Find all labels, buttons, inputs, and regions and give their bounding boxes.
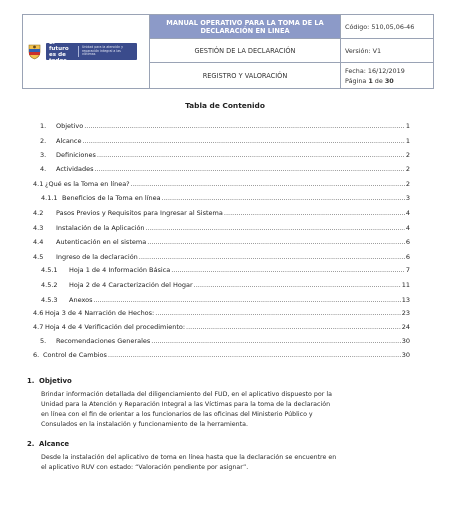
toc-entry-number: 3. [40, 151, 47, 159]
page-of: de [372, 76, 385, 85]
toc-entry-page: 23 [401, 309, 410, 317]
section-paragraph [41, 453, 408, 473]
toc-entry-title: Definiciones [56, 151, 96, 159]
toc-entry[interactable] [40, 122, 410, 131]
toc-entry-page: 6 [405, 253, 410, 261]
toc-leader-dots [83, 137, 405, 146]
subprocess-name: REGISTRO Y VALORACIÓN [150, 63, 341, 89]
toc-leader-dots [162, 194, 405, 203]
toc-entry-number: 4.5 [33, 253, 44, 261]
toc-entry-page: 2 [405, 165, 410, 173]
toc-entry-title: Objetivo [56, 122, 84, 130]
toc-entry-number: 4. [40, 165, 47, 173]
toc-leader-dots [139, 253, 405, 262]
toc-entry[interactable] [41, 281, 410, 290]
toc-entry-page: 30 [401, 351, 410, 359]
toc-entry-page: 4 [405, 209, 410, 217]
document-header [22, 14, 434, 89]
document-title: MANUAL OPERATIVO PARA LA TOMA DE LA DECLARACIÓN EN LINEA [150, 15, 341, 39]
section-title: Objetivo [39, 377, 72, 385]
toc-leader-dots [97, 151, 405, 160]
process-name: GESTIÓN DE LA DECLARACIÓN [150, 39, 341, 63]
toc-entry-page: 11 [401, 281, 410, 289]
toc-entry-number: 6. [33, 351, 40, 359]
toc-title: Tabla de Contenido [185, 101, 265, 110]
section-title: Alcance [39, 440, 70, 448]
toc-entry[interactable] [33, 253, 410, 262]
page-prefix: Página [345, 76, 369, 85]
toc-entry-number: 4.7 [33, 323, 44, 331]
page-current: 1 [368, 76, 373, 85]
toc-entry-title: Control de Cambios [43, 351, 107, 359]
institution-logo [23, 15, 149, 88]
coat-of-arms-icon [27, 43, 42, 60]
logo-slogan: El futuro es de todos [49, 39, 69, 64]
document-code: Código: 510,05,06-46 [341, 15, 434, 39]
toc-leader-dots [131, 180, 405, 189]
paragraph-line: Desde la instalación del aplicativo de toma en línea hasta que la declaración se encuentre en [41, 454, 337, 461]
toc-entry-number: 4.1.1 [41, 194, 58, 202]
toc-entry[interactable] [40, 137, 410, 146]
paragraph-line: el aplicativo RUV con estado: “Valoración pendiente por asignar”. [41, 463, 249, 471]
toc-entry-page: 2 [405, 180, 410, 188]
toc-entry[interactable] [40, 165, 410, 174]
toc-entry-title: Beneficios de la Toma en línea [62, 194, 161, 202]
page-indicator [345, 76, 433, 86]
toc-entry-title: Anexos [69, 296, 93, 304]
toc-entry-number: 2. [40, 137, 47, 145]
logo-divider [78, 46, 79, 57]
toc-entry[interactable] [41, 266, 410, 275]
toc-leader-dots [95, 165, 405, 174]
toc-leader-dots [186, 323, 401, 332]
toc-leader-dots [84, 122, 405, 131]
toc-entry-title: Hoja 3 de 4 Narración de Hechos: [45, 309, 155, 317]
toc-entry-title: ¿Qué es la Toma en línea? [45, 180, 130, 188]
toc-entry-title: Actividades [56, 165, 94, 173]
toc-entry-page: 13 [401, 296, 410, 304]
toc-leader-dots [171, 266, 405, 275]
toc-entry-page: 4 [405, 224, 410, 232]
toc-entry-page: 6 [405, 238, 410, 246]
toc-entry-number: 4.5.1 [41, 266, 58, 274]
toc-entry-page: 1 [405, 137, 410, 145]
toc-entry-number: 4.5.2 [41, 281, 58, 289]
toc-entry-title: Hoja 1 de 4 Información Básica [69, 266, 171, 274]
toc-leader-dots [151, 337, 400, 346]
toc-entry-number: 4.1 [33, 180, 44, 188]
logo-band [46, 39, 137, 64]
toc-entry[interactable] [33, 209, 410, 218]
date-page-cell [341, 63, 434, 89]
toc-leader-dots [147, 238, 405, 247]
toc-leader-dots [155, 309, 400, 318]
section-number: 2. [27, 440, 35, 448]
toc-entry-number: 4.2 [33, 209, 44, 217]
toc-entry-number: 4.4 [33, 238, 44, 246]
document-date: Fecha: 16/12/2019 [345, 66, 405, 75]
toc-leader-dots [146, 224, 405, 233]
toc-entry[interactable] [33, 351, 410, 360]
logo-entity-name: Unidad para la atención y reparación integral a las víctimas [82, 44, 124, 57]
toc-entry-page: 30 [401, 337, 410, 345]
toc-entry-title: Autenticación en el sistema [56, 238, 147, 246]
toc-entry-number: 4.5.3 [41, 296, 58, 304]
toc-entry-number: 4.6 [33, 309, 44, 317]
toc-entry-number: 1. [40, 122, 47, 130]
document-version: Versión: V1 [341, 39, 434, 63]
toc-entry-page: 24 [401, 323, 410, 331]
toc-entry-title: Instalación de la Aplicación [56, 224, 145, 232]
paragraph-line: en línea con el fin de orientar a los funcionarios de las oficinas del Ministerio Público y [41, 410, 313, 418]
toc-entry[interactable] [40, 337, 410, 346]
section-paragraph [41, 390, 408, 430]
toc-entry-number: 4.3 [33, 224, 44, 232]
toc-entry[interactable] [41, 194, 410, 203]
toc-entry-title: Hoja 4 de 4 Verificación del procedimiento: [45, 323, 186, 331]
logo-cell [23, 15, 150, 89]
toc-leader-dots [224, 209, 405, 218]
paragraph-line: Brindar información detallada del diligenciamiento del FUD, en el aplicativo dispuesto por la [41, 391, 332, 398]
toc-entry-page: 2 [405, 151, 410, 159]
toc-entry-title: Alcance [56, 137, 82, 145]
toc-leader-dots [194, 281, 401, 290]
toc-entry-page: 3 [405, 194, 410, 202]
toc-entry[interactable] [41, 296, 410, 305]
toc-entry-page: 1 [405, 122, 410, 130]
toc-entry-page: 7 [405, 266, 410, 274]
page-total: 30 [384, 76, 394, 85]
section-number: 1. [27, 377, 35, 385]
toc-entry-title: Recomendaciones Generales [56, 337, 151, 345]
toc-entry[interactable] [33, 323, 410, 332]
section-heading [27, 440, 69, 448]
toc-entry[interactable] [33, 309, 410, 318]
toc-entry-number: 5. [40, 337, 47, 345]
toc-entry-title: Hoja 2 de 4 Caracterización del Hogar [69, 281, 193, 289]
section-heading [27, 377, 72, 385]
toc-entry-title: Pasos Previos y Requisitos para Ingresar al Sistema [56, 209, 223, 217]
toc-entry-title: Ingreso de la declaración [56, 253, 138, 261]
paragraph-line: Unidad para la Atención y Reparación Integral a las Víctimas para la toma de la declaración [41, 400, 331, 408]
toc-entry[interactable] [33, 238, 410, 247]
toc-entry[interactable] [33, 224, 410, 233]
toc-entry[interactable] [40, 151, 410, 160]
toc-leader-dots [108, 351, 401, 360]
toc-entry[interactable] [33, 180, 410, 189]
paragraph-line: Consulados en la instalación y funcionamiento de la herramienta. [41, 420, 249, 428]
toc-leader-dots [93, 296, 400, 305]
